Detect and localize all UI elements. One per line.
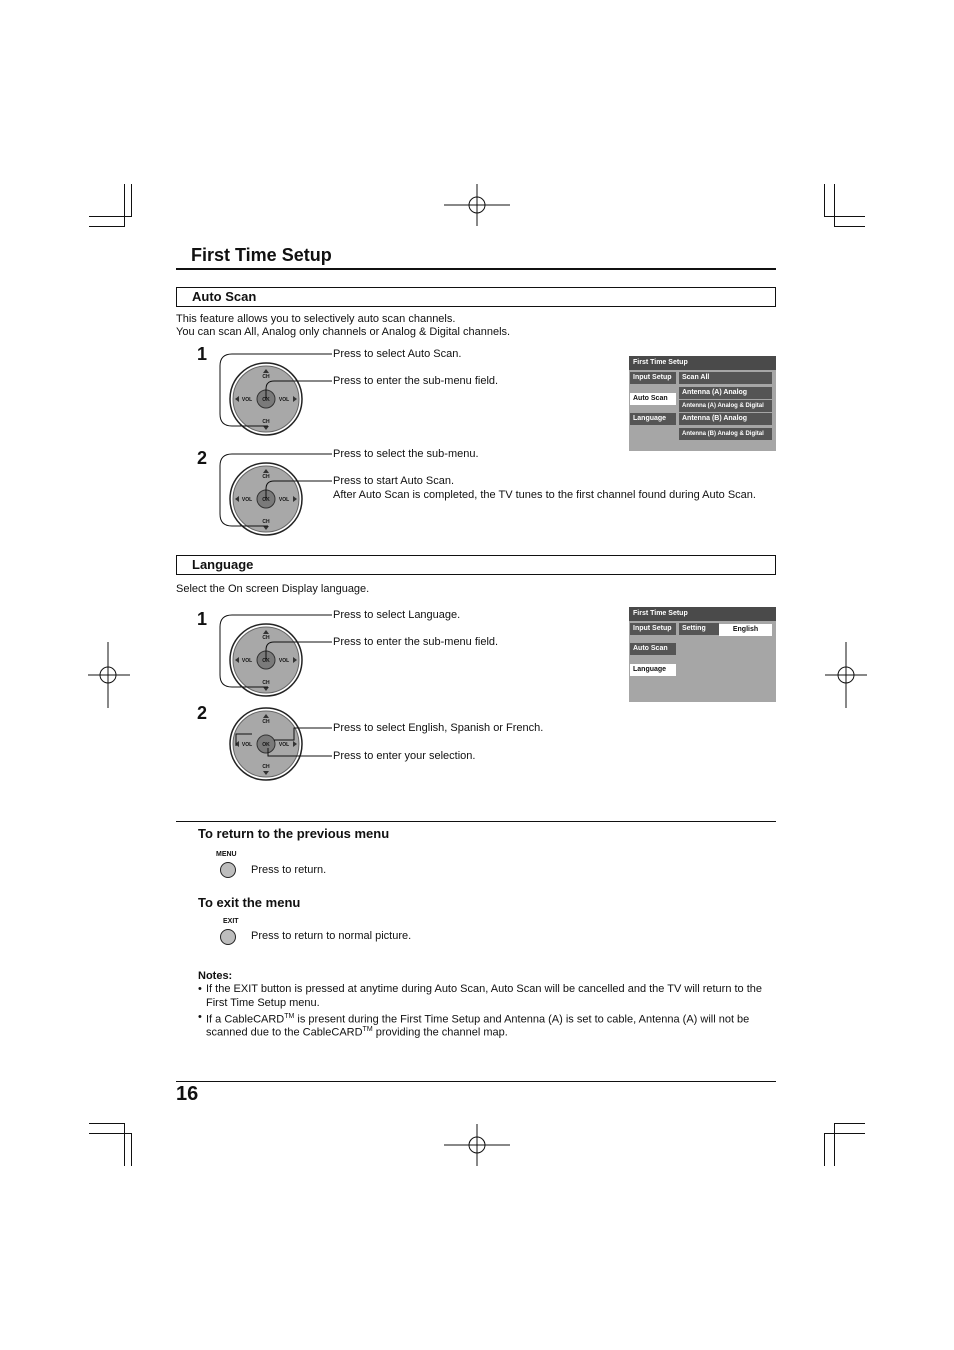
auto-scan-step-2-number: 2	[197, 448, 208, 468]
svg-text:VOL: VOL	[278, 397, 290, 403]
menu-item-input-setup[interactable]: Input Setup	[630, 623, 676, 635]
auto-scan-step-1-callout-b: Press to enter the sub-menu field.	[333, 375, 499, 387]
note-2-line-2: scanned due to the CableCARD™ providing the channel map.	[206, 1026, 508, 1039]
auto-scan-step-2-callout-b: Press to start Auto Scan.	[333, 475, 455, 487]
menu-button-icon[interactable]	[220, 862, 236, 878]
title-divider	[176, 268, 776, 270]
svg-text:VOL: VOL	[241, 658, 253, 664]
callout-lines	[234, 726, 332, 762]
submenu-item-scan-all[interactable]: Scan All	[679, 372, 772, 384]
svg-text:CH: CH	[262, 764, 270, 770]
menu-item-language[interactable]: Language	[630, 664, 676, 676]
svg-text:CH: CH	[262, 719, 270, 725]
registration-target-icon	[444, 184, 510, 226]
auto-scan-step-1-number: 1	[197, 344, 208, 364]
svg-text:OK: OK	[262, 497, 270, 503]
note-bullet: •	[198, 983, 202, 995]
auto-scan-step-2-callout-c: After Auto Scan is completed, the TV tunes to the first channel found during Auto Scan.	[333, 489, 756, 501]
language-heading: Language	[192, 557, 254, 572]
language-value-field[interactable]: English	[719, 624, 772, 636]
note-1-line-1: If the EXIT button is pressed at anytime during Auto Scan, Auto Scan will be cancelled and the TV will return to the	[206, 983, 763, 995]
registration-target-icon	[825, 642, 867, 708]
svg-text:CH: CH	[262, 474, 270, 480]
note-1-line-2: First Time Setup menu.	[206, 997, 320, 1009]
exit-button-icon[interactable]	[220, 929, 236, 945]
menu-item-language[interactable]: Language	[630, 413, 676, 425]
submenu-item-antenna-b-analog-digital[interactable]: Antenna (B) Analog & Digital	[679, 428, 772, 440]
submenu-item-antenna-a-analog[interactable]: Antenna (A) Analog	[679, 387, 772, 399]
menu-button-label: MENU	[216, 851, 237, 858]
language-step-1-callout-a: Press to select Language.	[333, 609, 461, 621]
setting-label: Setting	[679, 623, 719, 635]
menu-item-auto-scan[interactable]: Auto Scan	[630, 393, 676, 405]
language-section-header	[176, 555, 776, 575]
submenu-item-antenna-b-analog[interactable]: Antenna (B) Analog	[679, 413, 772, 425]
svg-text:CH: CH	[262, 635, 270, 641]
language-menu-screen	[629, 607, 776, 702]
svg-text:OK: OK	[262, 742, 270, 748]
auto-scan-intro-2: You can scan All, Analog only channels or Analog & Digital channels.	[176, 326, 511, 338]
auto-scan-intro-1: This feature allows you to selectively auto scan channels.	[176, 313, 456, 325]
svg-text:OK: OK	[262, 658, 270, 664]
language-step-2-callout-a: Press to select English, Spanish or French.	[333, 722, 544, 734]
svg-text:VOL: VOL	[241, 742, 253, 748]
auto-scan-step-2-callout-a: Press to select the sub-menu.	[333, 448, 479, 460]
menu-header: First Time Setup	[629, 607, 776, 621]
menu-item-input-setup[interactable]: Input Setup	[630, 372, 676, 384]
svg-text:VOL: VOL	[278, 742, 290, 748]
return-section-text: Press to return.	[251, 864, 327, 876]
callout-lines	[218, 452, 332, 534]
auto-scan-menu-screen	[629, 356, 776, 451]
svg-text:CH: CH	[262, 519, 270, 525]
language-step-1-callout-b: Press to enter the sub-menu field.	[333, 636, 499, 648]
page-number: 16	[176, 1083, 199, 1105]
svg-text:VOL: VOL	[241, 397, 253, 403]
svg-text:CH: CH	[262, 374, 270, 380]
svg-text:OK: OK	[262, 397, 270, 403]
auto-scan-step-1-callout-a: Press to select Auto Scan.	[333, 348, 462, 360]
section-divider	[176, 821, 776, 822]
menu-header: First Time Setup	[629, 356, 776, 370]
callout-lines	[218, 352, 332, 434]
language-step-2-callout-b: Press to enter your selection.	[333, 750, 476, 762]
svg-text:VOL: VOL	[278, 497, 290, 503]
registration-target-icon	[88, 642, 130, 708]
notes-title: Notes:	[198, 970, 233, 982]
svg-text:VOL: VOL	[241, 497, 253, 503]
note-2-line-1: If a CableCARD™ is present during the First Time Setup and Antenna (A) is set to cable, Antenna (A) will not be	[206, 1013, 750, 1026]
menu-item-auto-scan[interactable]: Auto Scan	[630, 643, 676, 655]
callout-lines	[218, 613, 332, 695]
registration-target-icon	[444, 1124, 510, 1166]
exit-button-label: EXIT	[223, 918, 239, 925]
footer-divider	[176, 1081, 776, 1082]
auto-scan-section-header	[176, 287, 776, 307]
return-section-title: To return to the previous menu	[198, 826, 390, 841]
exit-section-text: Press to return to normal picture.	[251, 930, 412, 942]
language-step-2-number: 2	[197, 703, 208, 723]
exit-section-title: To exit the menu	[198, 895, 301, 910]
auto-scan-heading: Auto Scan	[192, 289, 257, 304]
svg-text:CH: CH	[262, 680, 270, 686]
page-title: First Time Setup	[191, 245, 332, 265]
svg-text:CH: CH	[262, 419, 270, 425]
submenu-item-antenna-a-analog-digital[interactable]: Antenna (A) Analog & Digital	[679, 400, 772, 412]
note-bullet: •	[198, 1011, 202, 1023]
svg-text:VOL: VOL	[278, 658, 290, 664]
language-step-1-number: 1	[197, 609, 208, 629]
language-intro: Select the On screen Display language.	[176, 583, 370, 595]
